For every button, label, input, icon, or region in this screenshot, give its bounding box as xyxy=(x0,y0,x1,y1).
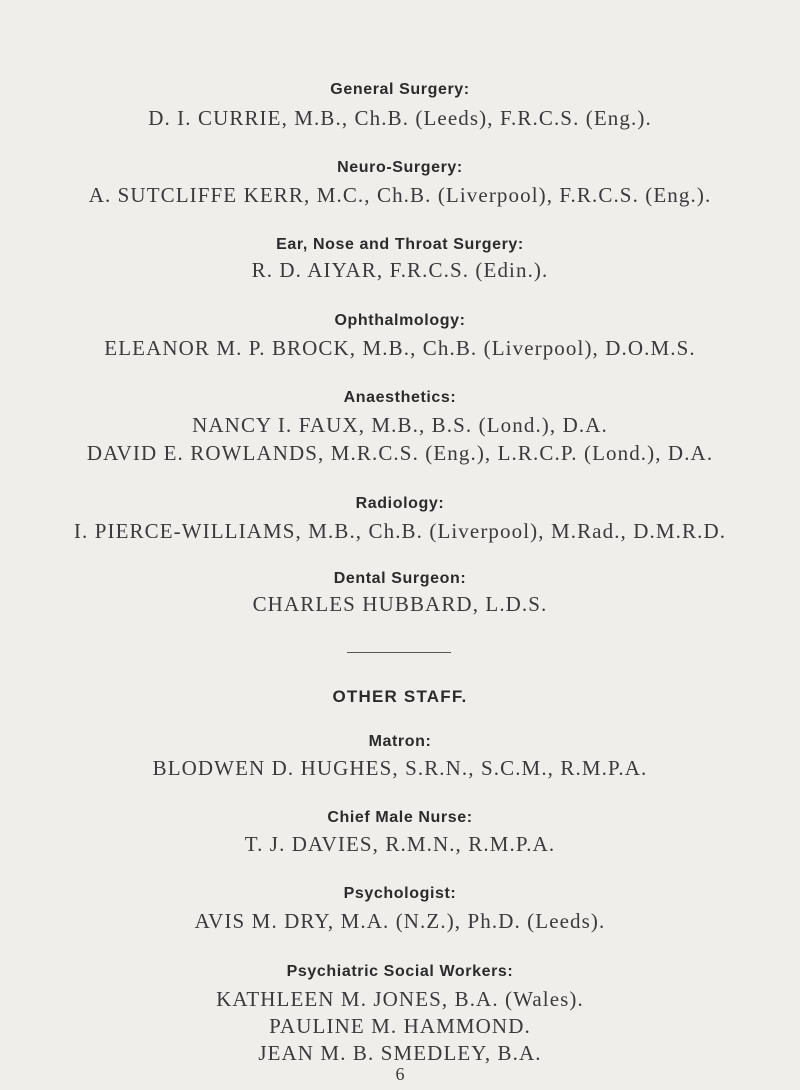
other-staff-title: OTHER STAFF. xyxy=(332,687,468,706)
staff-name-psw-3: JEAN M. B. SMEDLEY, B.A. xyxy=(258,1041,542,1065)
section-heading-chief-male-nurse: Chief Male Nurse: xyxy=(327,809,473,826)
section-divider xyxy=(347,652,451,653)
staff-name-anaesthetics-2: DAVID E. ROWLANDS, M.R.C.S. (Eng.), L.R.C.P. (Lond.), D.A. xyxy=(86,441,714,465)
staff-name-general-surgery: D. I. CURRIE, M.B., Ch.B. (Leeds), F.R.C.S. (Eng.). xyxy=(148,106,652,130)
section-heading-neuro-surgery: Neuro-Surgery: xyxy=(337,159,463,176)
staff-name-psw-2: PAULINE M. HAMMOND. xyxy=(269,1014,531,1038)
section-heading-anaesthetics: Anaesthetics: xyxy=(343,389,457,406)
staff-name-radiology: I. PIERCE-WILLIAMS, M.B., Ch.B. (Liverpool), M.Rad., D.M.R.D. xyxy=(73,519,727,543)
staff-name-matron: BLODWEN D. HUGHES, S.R.N., S.C.M., R.M.P.A. xyxy=(152,756,648,780)
section-heading-ent-surgery: Ear, Nose and Throat Surgery: xyxy=(276,236,524,253)
staff-name-psw-1: KATHLEEN M. JONES, B.A. (Wales). xyxy=(216,987,584,1011)
staff-name-ent-surgery: R. D. AIYAR, F.R.C.S. (Edin.). xyxy=(251,258,549,282)
section-heading-radiology: Radiology: xyxy=(355,495,445,512)
section-heading-general-surgery: General Surgery: xyxy=(330,81,470,98)
section-heading-matron: Matron: xyxy=(368,733,432,750)
staff-name-neuro-surgery: A. SUTCLIFFE KERR, M.C., Ch.B. (Liverpool), F.R.C.S. (Eng.). xyxy=(88,183,712,207)
staff-name-dental-surgeon: CHARLES HUBBARD, L.D.S. xyxy=(252,592,548,616)
staff-name-psychologist: AVIS M. DRY, M.A. (N.Z.), Ph.D. (Leeds). xyxy=(194,909,606,933)
section-heading-dental-surgeon: Dental Surgeon: xyxy=(333,570,467,587)
section-heading-ophthalmology: Ophthalmology: xyxy=(334,312,466,329)
page-number: 6 xyxy=(395,1064,405,1084)
section-heading-psychiatric-social-workers: Psychiatric Social Workers: xyxy=(286,963,514,980)
staff-name-ophthalmology: ELEANOR M. P. BROCK, M.B., Ch.B. (Liverpool), D.O.M.S. xyxy=(104,336,696,360)
staff-name-chief-male-nurse: T. J. DAVIES, R.M.N., R.M.P.A. xyxy=(244,832,556,856)
section-heading-psychologist: Psychologist: xyxy=(343,885,457,902)
staff-name-anaesthetics-1: NANCY I. FAUX, M.B., B.S. (Lond.), D.A. xyxy=(192,413,608,437)
